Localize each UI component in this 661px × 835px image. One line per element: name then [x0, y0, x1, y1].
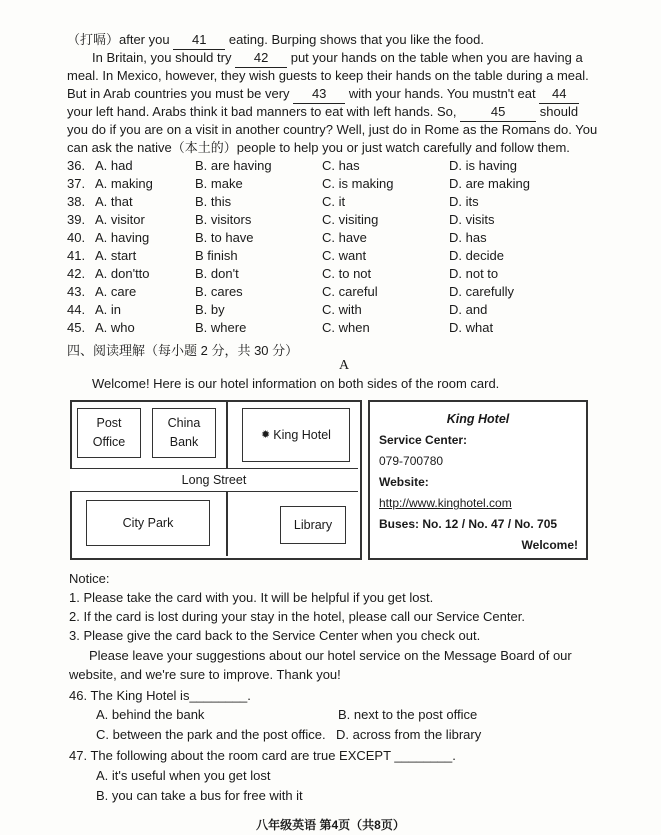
notice-paragraph-2: website, and we're sure to improve. Thank you!	[69, 667, 341, 682]
option-a[interactable]: A. visitor	[95, 212, 145, 227]
text: In Britain, you should try	[92, 50, 232, 65]
option-d[interactable]: D. and	[449, 302, 488, 317]
option-c[interactable]: C. careful	[322, 284, 378, 299]
option-b[interactable]: B finish	[195, 248, 238, 263]
q46-option-b[interactable]: B. next to the post office	[338, 707, 478, 722]
option-a[interactable]: A. having	[95, 230, 150, 245]
option-c[interactable]: C. it	[322, 194, 346, 209]
passage-line-3: meal. In Mexico, however, they wish guests to keep their hands on the table during a meal.	[67, 68, 589, 83]
option-b[interactable]: B. where	[195, 320, 247, 335]
q47-stem: 47. The following about the room card are true EXCEPT ________.	[69, 748, 456, 763]
card-phone: 079-700780	[379, 454, 444, 468]
text: with your hands. You mustn't eat	[348, 86, 536, 101]
option-c[interactable]: C. to not	[322, 266, 372, 281]
card-title: King Hotel	[446, 412, 510, 426]
option-c[interactable]: C. has	[322, 158, 360, 173]
notice-item-3: 3. Please give the card back to the Service Center when you check out.	[69, 628, 481, 643]
passage-line-4	[67, 85, 587, 104]
q47-option-a[interactable]: A. it's useful when you get lost	[96, 768, 271, 783]
card-buses: Buses: No. 12 / No. 47 / No. 705	[379, 517, 558, 531]
passage-line-6: you do if you are on a visit in another country? Well, just do in Rome as the Romans do. You	[67, 122, 598, 137]
passage-line-1	[67, 31, 587, 50]
q47-option-b[interactable]: B. you can take a bus for free with it	[96, 788, 303, 803]
option-c[interactable]: C. want	[322, 248, 367, 263]
text: But in Arab countries you must be very	[67, 86, 290, 101]
blank-44: 44	[539, 85, 579, 104]
option-a[interactable]: A. who	[95, 320, 135, 335]
map-road-divider	[226, 492, 228, 556]
option-b[interactable]: B. don't	[195, 266, 239, 281]
option-b[interactable]: B. to have	[195, 230, 254, 245]
map-post-office: Post Office	[77, 408, 141, 458]
text: （打嗝）after you	[67, 32, 170, 47]
option-d[interactable]: D. decide	[449, 248, 504, 263]
text: your left hand. Arabs think it bad manners to eat with left hands. So,	[67, 104, 457, 119]
question-number: 42.	[67, 266, 86, 281]
option-a[interactable]: A. start	[95, 248, 137, 263]
blank-41: 41	[173, 31, 225, 50]
card-website-label: Website:	[379, 475, 429, 489]
option-a[interactable]: A. that	[95, 194, 133, 209]
passage-line-5	[67, 103, 587, 122]
option-d[interactable]: D. are making	[449, 176, 530, 191]
blank-42: 42	[235, 49, 287, 68]
question-number: 36.	[67, 158, 86, 173]
option-a[interactable]: A. in	[95, 302, 122, 317]
notice-paragraph-1: Please leave your suggestions about our hotel service on the Message Board of our	[89, 648, 572, 663]
option-b[interactable]: B. cares	[195, 284, 243, 299]
passage-line-2	[92, 49, 612, 68]
text: put your hands on the table when you are having a	[290, 50, 583, 65]
text: eating. Burping shows that you like the food.	[228, 32, 484, 47]
blank-45: 45	[460, 103, 536, 122]
option-b[interactable]: B. by	[195, 302, 225, 317]
option-b[interactable]: B. this	[195, 194, 232, 209]
question-number: 41.	[67, 248, 86, 263]
question-number: 44.	[67, 302, 86, 317]
map-library: Library	[280, 506, 346, 544]
option-c[interactable]: C. is making	[322, 176, 394, 191]
map-china-bank: China Bank	[152, 408, 216, 458]
card-service-label: Service Center:	[379, 433, 468, 447]
notice-title: Notice:	[69, 571, 110, 586]
page-footer: 八年级英语 第4页（共8页）	[256, 818, 405, 832]
option-a[interactable]: A. don'tto	[95, 266, 150, 281]
option-d[interactable]: D. what	[449, 320, 494, 335]
passage-letter: A	[339, 358, 350, 373]
q46-stem: 46. The King Hotel is________.	[69, 688, 251, 703]
question-number: 40.	[67, 230, 86, 245]
map-card	[70, 400, 362, 560]
map-long-street: Long Street	[70, 468, 358, 492]
passage-line-7: can ask the native（本土的）people to help you or just watch carefully and follow them.	[67, 140, 570, 155]
option-c[interactable]: C. have	[322, 230, 367, 245]
option-d[interactable]: D. not to	[449, 266, 499, 281]
option-a[interactable]: A. had	[95, 158, 133, 173]
question-number: 45.	[67, 320, 86, 335]
map-king-hotel	[242, 408, 350, 462]
option-a[interactable]: A. making	[95, 176, 153, 191]
map-city-park: City Park	[86, 500, 210, 546]
map-king-hotel-label: King Hotel	[273, 427, 331, 442]
card-welcome: Welcome!	[521, 538, 578, 552]
q46-option-d[interactable]: D. across from the library	[336, 727, 482, 742]
q46-option-a[interactable]: A. behind the bank	[96, 707, 205, 722]
card-website-link[interactable]: http://www.kinghotel.com	[379, 496, 512, 510]
option-d[interactable]: D. has	[449, 230, 487, 245]
q46-option-c[interactable]: C. between the park and the post office.	[96, 727, 326, 742]
option-d[interactable]: D. visits	[449, 212, 495, 227]
notice-item-1: 1. Please take the card with you. It will be helpful if you get lost.	[69, 590, 434, 605]
option-c[interactable]: C. with	[322, 302, 362, 317]
question-number: 39.	[67, 212, 86, 227]
option-d[interactable]: D. carefully	[449, 284, 515, 299]
text: should	[539, 104, 579, 119]
question-number: 38.	[67, 194, 86, 209]
question-number: 43.	[67, 284, 86, 299]
section-title: 四、阅读理解（每小题 2 分，共 30 分）	[67, 343, 299, 358]
option-b[interactable]: B. make	[195, 176, 243, 191]
blank-43: 43	[293, 85, 345, 104]
option-a[interactable]: A. care	[95, 284, 137, 299]
option-d[interactable]: D. its	[449, 194, 479, 209]
option-b[interactable]: B. are having	[195, 158, 272, 173]
star-icon: ✹	[261, 428, 271, 441]
intro-text: Welcome! Here is our hotel information on both sides of the room card.	[92, 376, 500, 391]
map-road-divider-top	[226, 402, 228, 468]
option-c[interactable]: C. when	[322, 320, 370, 335]
notice-item-2: 2. If the card is lost during your stay in the hotel, please call our Service Center.	[69, 609, 525, 624]
question-number: 37.	[67, 176, 86, 191]
option-c[interactable]: C. visiting	[322, 212, 379, 227]
option-d[interactable]: D. is having	[449, 158, 517, 173]
option-b[interactable]: B. visitors	[195, 212, 252, 227]
hotel-card	[368, 400, 588, 560]
